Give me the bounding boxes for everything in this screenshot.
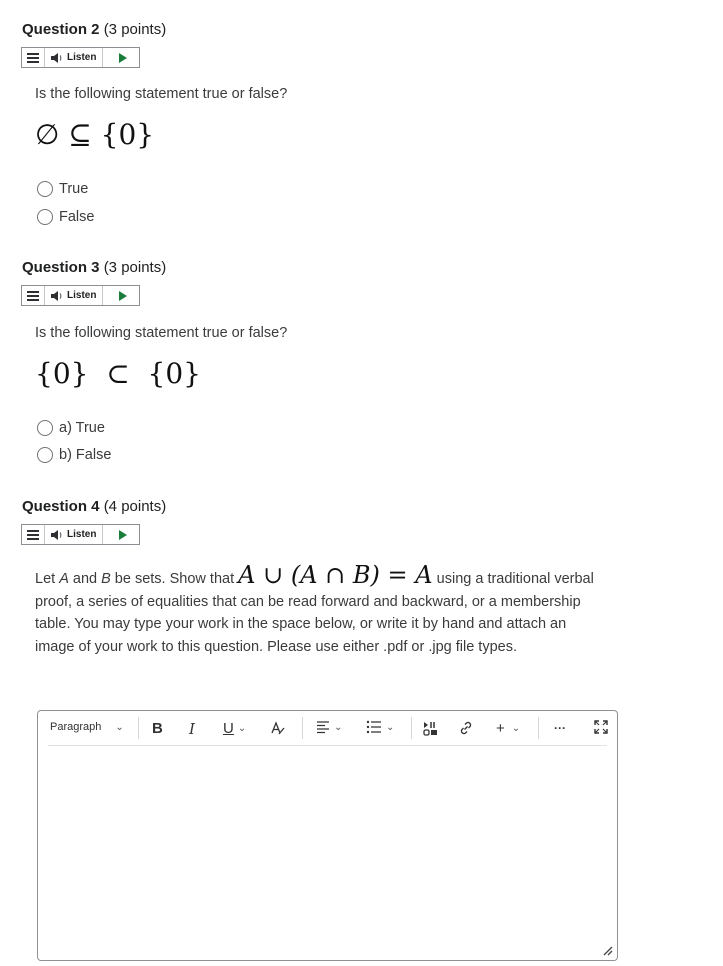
fullscreen-icon	[594, 720, 608, 734]
resize-handle-icon[interactable]	[601, 944, 613, 956]
listen-toolbar	[21, 524, 140, 545]
listen-menu-button[interactable]	[22, 48, 45, 67]
bulleted-list-icon	[366, 720, 382, 734]
radio-button[interactable]	[37, 420, 53, 436]
question-3-title	[22, 259, 166, 276]
var-b: B	[101, 571, 111, 587]
question-prompt: Is the following statement true or false?	[35, 86, 288, 102]
question-label: Question 2	[22, 21, 100, 38]
option-label: True	[59, 181, 89, 197]
play-button[interactable]	[103, 286, 139, 305]
var-a: A	[59, 571, 69, 587]
more-options-button[interactable]: ···	[554, 721, 566, 735]
option-label: a) True	[59, 420, 105, 436]
question-math: {0} ⊂ {0}	[35, 357, 201, 390]
menu-icon	[27, 291, 39, 301]
option-true[interactable]	[37, 420, 105, 436]
listen-toolbar	[21, 47, 140, 68]
insert-link-button[interactable]	[458, 720, 474, 736]
option-label: b) False	[59, 447, 112, 463]
prompt-text: and	[68, 571, 102, 587]
speaker-icon	[50, 52, 64, 64]
media-icon	[423, 720, 439, 736]
math-equals: =	[379, 561, 416, 589]
option-false[interactable]	[37, 209, 94, 225]
listen-button[interactable]	[45, 525, 103, 544]
menu-icon	[27, 53, 39, 63]
question-points: (3 points)	[103, 21, 167, 38]
math-expression: A ∪ (A ∩ B)	[238, 561, 380, 589]
bold-button[interactable]: B	[152, 720, 163, 737]
radio-button[interactable]	[37, 181, 53, 197]
option-true[interactable]	[37, 181, 88, 197]
chevron-down-icon: ⌄	[334, 721, 343, 733]
listen-label: Listen	[67, 290, 97, 301]
listen-button[interactable]	[45, 286, 103, 305]
play-button[interactable]	[103, 48, 139, 67]
listen-label: Listen	[67, 52, 97, 63]
question-prompt: Is the following statement true or false?	[35, 325, 288, 341]
paragraph-label: Paragraph	[50, 721, 102, 733]
answer-editor[interactable]	[37, 710, 618, 961]
prompt-text: be sets. Show that	[110, 571, 239, 587]
underline-label: U	[223, 720, 234, 737]
align-left-icon	[316, 720, 330, 734]
list-button[interactable]	[366, 720, 394, 734]
radio-button[interactable]	[37, 209, 53, 225]
play-icon	[119, 530, 127, 540]
chevron-down-icon: ⌄	[237, 723, 247, 734]
menu-icon	[27, 530, 39, 540]
question-prompt	[35, 563, 605, 658]
prompt-text: Let	[35, 571, 60, 587]
listen-menu-button[interactable]	[22, 525, 45, 544]
speaker-icon	[50, 290, 64, 302]
question-4-title	[22, 498, 166, 515]
insert-more-button[interactable]	[496, 720, 520, 737]
play-icon	[119, 53, 127, 63]
underline-button[interactable]	[223, 720, 246, 737]
question-label: Question 3	[22, 259, 100, 276]
question-math: ∅ ⊆ {0}	[35, 118, 155, 151]
math-rhs: A	[415, 561, 433, 589]
chevron-down-icon: ⌄	[115, 721, 124, 733]
listen-menu-button[interactable]	[22, 286, 45, 305]
chevron-down-icon: ⌄	[511, 723, 521, 734]
play-icon	[119, 291, 127, 301]
question-label: Question 4	[22, 498, 100, 515]
option-label: False	[59, 209, 95, 225]
question-points: (4 points)	[103, 498, 167, 515]
listen-button[interactable]	[45, 48, 103, 67]
option-false[interactable]	[37, 447, 111, 463]
plus-icon: +	[496, 720, 505, 737]
editor-toolbar	[38, 711, 617, 745]
prompt-text: using a traditional verbal proof, a series of equalities that can be read forward and backward, or a membership table. You may type your work in the space below, or write it by hand and attach an image of your work to this question. Please use either .pdf or .jpg file types.	[35, 571, 594, 655]
listen-label: Listen	[67, 529, 97, 540]
insert-media-button[interactable]	[423, 720, 439, 736]
text-style-button[interactable]	[270, 720, 286, 736]
link-icon	[458, 720, 474, 736]
question-2-title	[22, 21, 166, 38]
listen-toolbar	[21, 285, 140, 306]
speaker-icon	[50, 529, 64, 541]
play-button[interactable]	[103, 525, 139, 544]
italic-button[interactable]: I	[189, 720, 195, 738]
paragraph-format-select[interactable]	[50, 721, 124, 733]
text-color-icon	[270, 720, 286, 736]
chevron-down-icon: ⌄	[386, 721, 395, 733]
fullscreen-button[interactable]	[594, 720, 608, 734]
question-points: (3 points)	[103, 259, 167, 276]
align-button[interactable]	[316, 720, 342, 734]
radio-button[interactable]	[37, 447, 53, 463]
